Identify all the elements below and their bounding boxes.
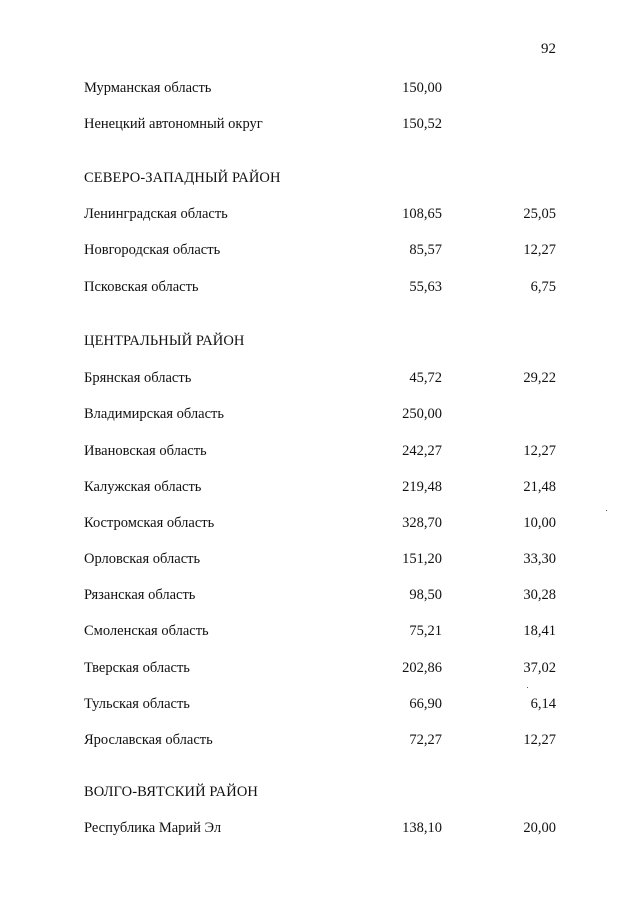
value-2: 37,02 bbox=[523, 660, 556, 676]
section-heading: ЦЕНТРАЛЬНЫЙ РАЙОН bbox=[84, 333, 245, 349]
value-1: 219,48 bbox=[402, 479, 442, 495]
value-1: 150,52 bbox=[402, 116, 442, 132]
region-name: Тверская область bbox=[84, 660, 190, 676]
region-name: Тульская область bbox=[84, 696, 190, 712]
value-2: 30,28 bbox=[523, 587, 556, 603]
value-2: 6,14 bbox=[530, 696, 556, 712]
value-2: 12,27 bbox=[523, 732, 556, 748]
table-row bbox=[84, 477, 564, 497]
region-name: Брянская область bbox=[84, 370, 192, 386]
region-name: Ивановская область bbox=[84, 443, 207, 459]
table-row bbox=[84, 730, 564, 750]
table-row bbox=[84, 441, 564, 461]
region-name: Орловская область bbox=[84, 551, 201, 567]
section-heading: ВОЛГО-ВЯТСКИЙ РАЙОН bbox=[84, 784, 258, 800]
table-row bbox=[84, 585, 564, 605]
value-1: 72,27 bbox=[409, 732, 442, 748]
region-name: Смоленская область bbox=[84, 623, 209, 639]
table-row bbox=[84, 549, 564, 569]
table-row bbox=[84, 114, 564, 134]
value-2: 21,48 bbox=[523, 479, 556, 495]
value-1: 98,50 bbox=[409, 587, 442, 603]
value-1: 250,00 bbox=[402, 406, 442, 422]
value-1: 202,86 bbox=[402, 660, 442, 676]
value-1: 108,65 bbox=[402, 206, 442, 222]
value-2: 12,27 bbox=[523, 443, 556, 459]
region-name: Мурманская область bbox=[84, 80, 212, 96]
region-name: Ленинградская область bbox=[84, 206, 228, 222]
value-1: 328,70 bbox=[402, 515, 442, 531]
table-row bbox=[84, 240, 564, 260]
value-1: 242,27 bbox=[402, 443, 442, 459]
value-2: 29,22 bbox=[523, 370, 556, 386]
scan-speck bbox=[527, 687, 528, 688]
section-heading: СЕВЕРО-ЗАПАДНЫЙ РАЙОН bbox=[84, 170, 281, 186]
table-row bbox=[84, 78, 564, 98]
value-2: 18,41 bbox=[523, 623, 556, 639]
value-1: 138,10 bbox=[402, 820, 442, 836]
scan-speck bbox=[606, 510, 607, 511]
value-2: 12,27 bbox=[523, 242, 556, 258]
value-2: 20,00 bbox=[523, 820, 556, 836]
region-name: Республика Марий Эл bbox=[84, 820, 222, 836]
value-1: 150,00 bbox=[402, 80, 442, 96]
region-name: Ненецкий автономный округ bbox=[84, 116, 263, 132]
table-row bbox=[84, 513, 564, 533]
region-name: Ярославская область bbox=[84, 732, 213, 748]
page-number: 92 bbox=[541, 41, 556, 57]
region-name: Владимирская область bbox=[84, 406, 224, 422]
value-1: 85,57 bbox=[409, 242, 442, 258]
table-row bbox=[84, 277, 564, 297]
value-1: 151,20 bbox=[402, 551, 442, 567]
value-1: 55,63 bbox=[409, 279, 442, 295]
table-row bbox=[84, 368, 564, 388]
value-1: 66,90 bbox=[409, 696, 442, 712]
table-row bbox=[84, 404, 564, 424]
region-name: Костромская область bbox=[84, 515, 215, 531]
region-name: Рязанская область bbox=[84, 587, 196, 603]
region-name: Новгородская область bbox=[84, 242, 221, 258]
table-row bbox=[84, 694, 564, 714]
value-2: 33,30 bbox=[523, 551, 556, 567]
table-row bbox=[84, 818, 564, 838]
region-name: Калужская область bbox=[84, 479, 202, 495]
value-2: 25,05 bbox=[523, 206, 556, 222]
value-1: 75,21 bbox=[409, 623, 442, 639]
table-row bbox=[84, 658, 564, 678]
value-2: 10,00 bbox=[523, 515, 556, 531]
table-row bbox=[84, 621, 564, 641]
value-2: 6,75 bbox=[530, 279, 556, 295]
value-1: 45,72 bbox=[409, 370, 442, 386]
region-name: Псковская область bbox=[84, 279, 199, 295]
table-row bbox=[84, 204, 564, 224]
